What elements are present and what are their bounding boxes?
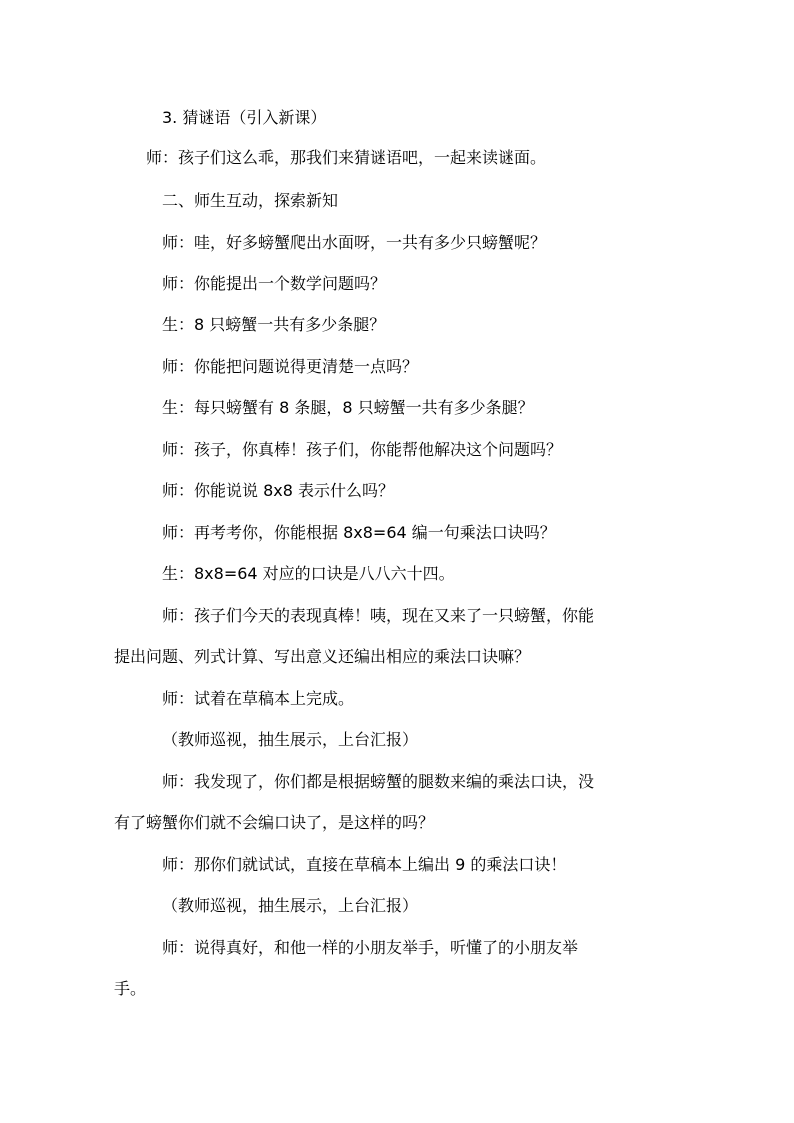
paragraph: 师：孩子，你真棒！孩子们，你能帮他解决这个问题吗？ — [162, 440, 563, 459]
section-heading: 二、师生互动，探索新知 — [162, 191, 339, 210]
paragraph: 生：8x8=64 对应的口诀是八八六十四。 — [162, 564, 455, 583]
paragraph: 生：8 只螃蟹一共有多少条腿？ — [162, 315, 386, 334]
section-heading: 3. 猜谜语（引入新课） — [162, 108, 327, 127]
paragraph: 师：试着在草稿本上完成。 — [162, 689, 355, 708]
paragraph: 生：每只螃蟹有 8 条腿，8 只螃蟹一共有多少条腿？ — [162, 398, 534, 417]
paragraph: 师：哇，好多螃蟹爬出水面呀，一共有多少只螃蟹呢？ — [162, 233, 547, 252]
paragraph-continuation: 提出问题、列式计算、写出意义还编出相应的乘法口诀嘛？ — [114, 647, 531, 666]
paragraph: 师：你能说说 8x8 表示什么吗？ — [162, 481, 395, 500]
stage-direction: （教师巡视，抽生展示，上台汇报） — [162, 896, 419, 915]
paragraph: 师：说得真好，和他一样的小朋友举手，听懂了的小朋友举 — [162, 938, 579, 957]
paragraph: 师：那你们就试试，直接在草稿本上编出 9 的乘法口诀！ — [162, 855, 567, 874]
paragraph: 师：孩子们这么乖，那我们来猜谜语吧，一起来读谜面。 — [146, 148, 547, 167]
paragraph-continuation: 手。 — [114, 979, 147, 998]
paragraph: 师：再考考你，你能根据 8x8=64 编一句乘法口诀吗？ — [162, 523, 556, 542]
paragraph: 师：你能把问题说得更清楚一点吗？ — [162, 357, 419, 376]
paragraph: 师：孩子们今天的表现真棒！咦，现在又来了一只螃蟹，你能 — [162, 606, 595, 625]
stage-direction: （教师巡视，抽生展示，上台汇报） — [162, 730, 419, 749]
paragraph: 师：你能提出一个数学问题吗？ — [162, 274, 387, 293]
paragraph: 师：我发现了，你们都是根据螃蟹的腿数来编的乘法口诀，没 — [162, 772, 595, 791]
paragraph-continuation: 有了螃蟹你们就不会编口诀了，是这样的吗？ — [114, 813, 435, 832]
